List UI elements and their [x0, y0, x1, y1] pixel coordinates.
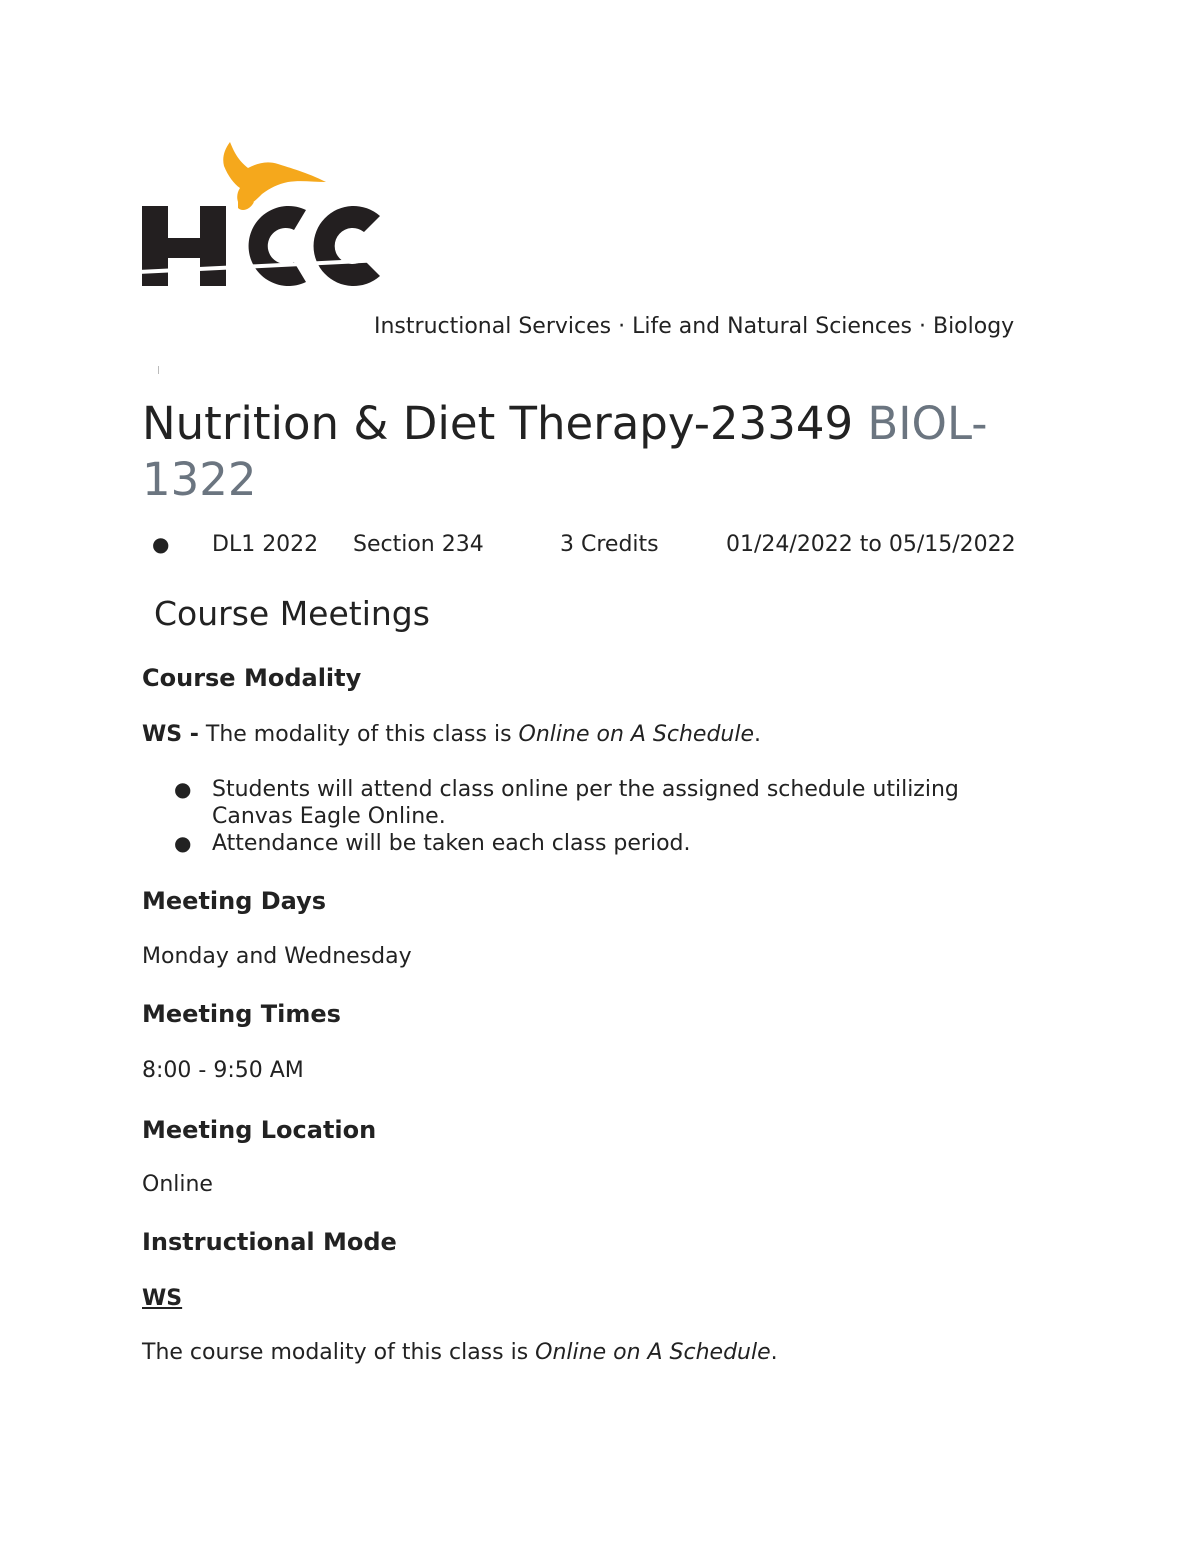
instructional-mode-heading: Instructional Mode: [142, 1228, 397, 1256]
course-title: [142, 396, 1062, 508]
divider-mark: [158, 366, 159, 374]
meeting-days-value: Monday and Wednesday: [142, 944, 412, 969]
modality-period: .: [754, 722, 762, 747]
bullet-icon: ●: [174, 831, 192, 855]
mode-code: WS: [142, 1286, 183, 1311]
mode-period: .: [770, 1340, 778, 1365]
list-item-text: Attendance will be taken each class period.: [212, 831, 691, 856]
meeting-location-heading: Meeting Location: [142, 1116, 377, 1144]
course-section: Section 234: [353, 532, 484, 557]
list-item: [142, 830, 1042, 857]
modality-description: The modality of this class is: [198, 722, 519, 747]
course-meetings-heading: Course Meetings: [154, 594, 430, 633]
instructional-mode-code: [142, 1286, 182, 1311]
meeting-times-value: 8:00 - 9:50 AM: [142, 1058, 304, 1083]
course-term: DL1 2022: [212, 532, 319, 557]
bullet-icon: ●: [174, 777, 192, 801]
instructional-mode-text: [142, 1340, 778, 1365]
modality-bullets: [142, 776, 1042, 857]
modality-emphasis: Online on A Schedule: [518, 722, 755, 747]
course-credits: 3 Credits: [560, 532, 659, 557]
meeting-days-heading: Meeting Days: [142, 887, 327, 915]
modality-code: WS -: [142, 722, 199, 747]
mode-emphasis: Online on A Schedule: [535, 1340, 771, 1365]
course-code: BIOL-1322: [142, 397, 988, 506]
mode-description: The course modality of this class is: [142, 1340, 536, 1365]
list-item: [142, 776, 1042, 830]
course-name: Nutrition & Diet Therapy-23349: [142, 397, 868, 450]
course-modality-text: [142, 722, 761, 747]
list-item-text: Students will attend class online per the assigned schedule utilizing Canvas Eagle Online.: [212, 777, 959, 829]
meeting-times-heading: Meeting Times: [142, 1000, 341, 1028]
meeting-location-value: Online: [142, 1172, 213, 1197]
course-dates: 01/24/2022 to 05/15/2022: [726, 532, 1016, 557]
course-modality-heading: Course Modality: [142, 664, 362, 692]
course-meta: [142, 532, 1102, 564]
bullet-icon: ●: [152, 532, 170, 556]
eagle-icon: [138, 138, 383, 290]
hcc-logo: [138, 138, 383, 290]
breadcrumb: Instructional Services · Life and Natural Sciences · Biology: [374, 314, 1015, 339]
